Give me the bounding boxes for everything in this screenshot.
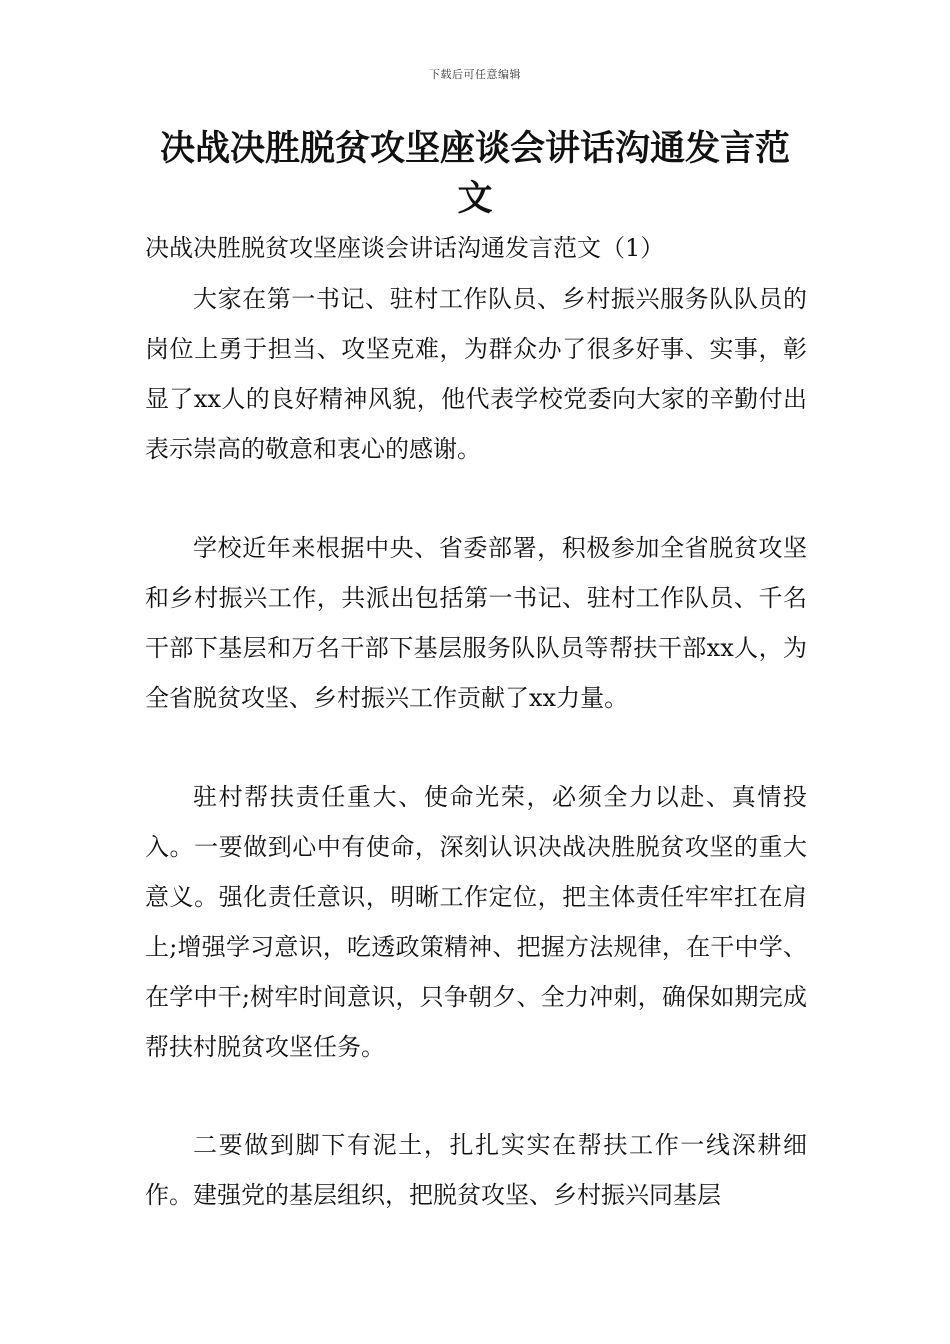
paragraph-4: 二要做到脚下有泥土，扎扎实实在帮扶工作一线深耕细作。建强党的基层组织，把脱贫攻坚、乡村振兴同基层: [145, 1131, 807, 1209]
paragraph-2: 学校近年来根据中央、省委部署，积极参加全省脱贫攻坚和乡村振兴工作，共派出包括第一书记、驻村工作队员、千名干部下基层和万名干部下基层服务队队员等帮扶干部xx人，为全省脱贫攻坚、乡村振兴工作贡献了xx力量。: [145, 534, 807, 712]
paragraph-3: 驻村帮扶责任重大、使命光荣，必须全力以赴、真情投入。一要做到心中有使命，深刻认识决战决胜脱贫攻坚的重大意义。强化责任意识，明晰工作定位，把主体责任牢牢扛在肩上;增强学习意识，吃透政策精神、把握方法规律，在干中学、在学中干;树牢时间意识，只争朝夕、全力冲刺，确保如期完成帮扶村脱贫攻坚任务。: [145, 783, 807, 1061]
header-note: 下载后可任意编辑: [429, 68, 521, 81]
document-title: 决战决胜脱贫攻坚座谈会讲话沟通发言范文: [159, 128, 790, 219]
paragraph-1: 大家在第一书记、驻村工作队员、乡村振兴服务队队员的岗位上勇于担当、攻坚克难，为群众办了很多好事、实事，彰显了xx人的良好精神风貌，他代表学校党委向大家的辛勤付出表示崇高的敬意和衷心的感谢。: [145, 285, 807, 463]
document-subtitle: 决战决胜脱贫攻坚座谈会讲话沟通发言范文（1）: [145, 234, 665, 262]
